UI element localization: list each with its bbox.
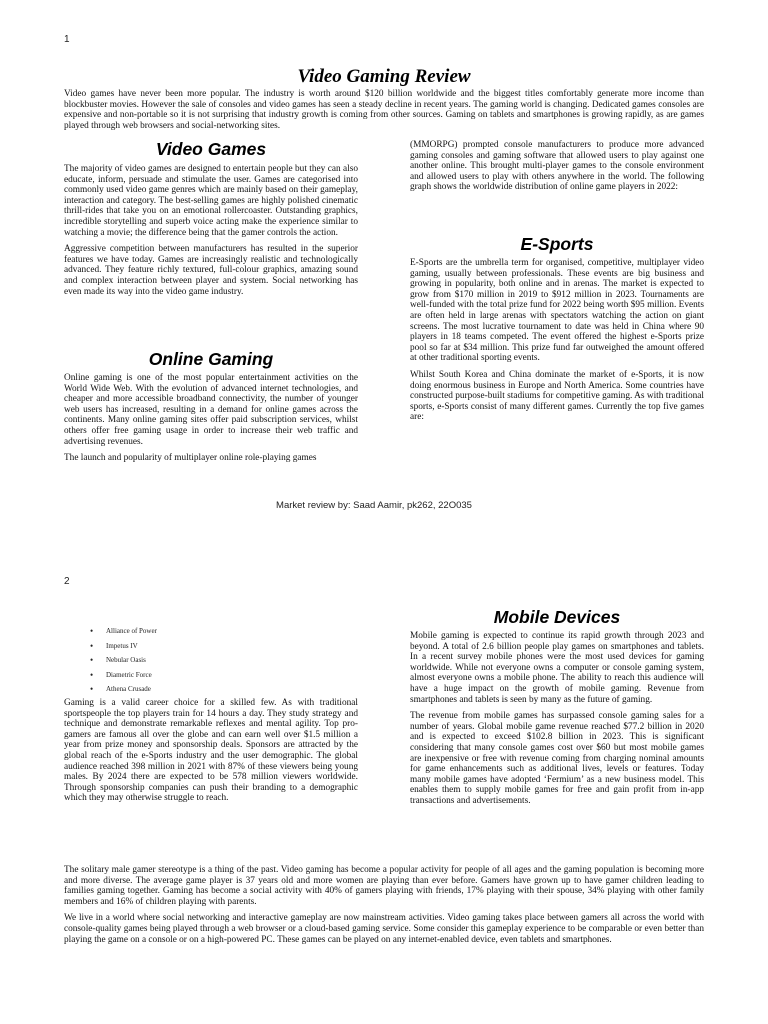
list-item: • Athena Crusade xyxy=(90,684,350,699)
page-number: 1 xyxy=(64,34,70,45)
list-item: • Diametric Force xyxy=(90,670,350,685)
online-gaming-heading: Online Gaming xyxy=(148,349,274,369)
esports-paragraph: Whilst South Korea and China dominate the market of e-Sports, it is now doing enormous business in Europe and North America. Some countries have constructed purpose-built stadiums for competitive gaming. As with traditional sports, e-Sports consist of many different games. Currently the top five games are: xyxy=(410,369,704,423)
top-games-list-wrapper xyxy=(90,626,350,699)
online-gaming-paragraph: Online gaming is one of the most popular entertainment activities on the World Wide Web. With the evolution of advanced internet technologies, and cheaper and more accessible broadband connectivity, the number of younger web users has increased, resulting in a demand for online games across the continents. Many online gaming sites offer paid subscription services, whilst others offer free gaming usage in order to increase their web traffic and advertising revenues. xyxy=(64,373,358,447)
list-item: • Impetus IV xyxy=(90,641,350,656)
list-item: • Alliance of Power xyxy=(90,626,350,641)
mobile-paragraph: Mobile gaming is expected to continue its rapid growth through 2023 and beyond. A total of 2.6 billion people play games on smartphones and tablets. In a recent survey mobile phones were the most used devices for gaming worldwide. While not everyone owns a computer or console gaming system, almost everyone owns a mobile phone. The ability to reach this audience will have a huge impact on the growth of mobile gaming. Revenue from smartphones and tablets is seen by many as the future of gaming. xyxy=(410,631,704,705)
document-title: Video Gaming Review xyxy=(297,66,471,87)
bottom-section xyxy=(64,865,704,951)
esports-heading: E-Sports xyxy=(520,234,594,254)
career-paragraph: Gaming is a valid career choice for a skilled few. As with traditional sportspeople the top players train for 14 hours a day. They study strategy and technique and demonstrate remarkable reflexes and mental agility. Top pro-gamers are famous all over the globe and can earn well over $1.5 million a year from prize money and sponsorship deals. Sponsors are attracted by the global reach of the e-Sports industry and the user demographic. The global audience reached 398 million in 2021 with 87% of these viewers being young males. By 2024 there are expected to be 578 million viewers worldwide. Through sponsorship companies can push their branding to a demographic which they may otherwise struggle to reach. xyxy=(64,698,358,804)
social-gaming-paragraph: We live in a world where social networking and interactive gameplay are now mainstream activities. Video gaming takes place between gamers all across the world with console-quality games being played through a web browser or a cloud-based gaming service. Some consider this gameplay experience to be comparable or even better than playing the game on a console or on a high-powered PC. These games can be played on any internet-enabled device, even tablets and smartphones. xyxy=(64,913,704,945)
online-gaming-section xyxy=(64,349,358,470)
intro-paragraph: Video games have never been more popular. The industry is worth around $120 billion worldwide and the biggest titles comfortably generate more income than blockbuster movies. However the sale of consoles and video games has seen a steady decline in recent years. The gaming world is changing. Dedicated games consoles are expensive and non-portable so it is not surprising that industry growth is coming from other sources. Gaming on tablets and smartphones is growing rapidly, as are games played through web browsers and social-networking sites. xyxy=(64,89,704,131)
video-games-heading: Video Games xyxy=(155,139,267,159)
mobile-paragraph: The revenue from mobile games has surpassed console gaming sales for a number of years. Global mobile game revenue reached $77.2 billion in 2020 and is expected to exceed $102.8 billion in 2023. This is significant considering that many console games cost over $60 but most mobile games are inexpensive or free with revenue coming from charging nominal amounts for game enhancements such as additional lives, levels or features. Today many mobile games have adopted ‘Fermium’ as a new business model. This enables them to supply mobile games for free and gain profit from in-app transactions and advertisements. xyxy=(410,711,704,806)
mobile-devices-section xyxy=(410,607,704,813)
video-games-paragraph: The majority of video games are designed to entertain people but they can also educate, inform, persuade and stimulate the user. Games are categorised into commonly used video game genres which are mainly based on their gameplay, interaction and category. The best-selling games are highly polished cinematic thrill-rides that take you on an emotional rollercoaster. Outstanding graphics, incredible storytelling and superb voice acting make the experience similar to watching a movie; the difference being that the gamer controls the action. xyxy=(64,164,358,238)
top-games-list xyxy=(90,626,350,699)
video-games-paragraph: Aggressive competition between manufacturers has resulted in the superior features we have today. Games are increasingly realistic and technologically advanced. They feature richly textured, full-colour graphics, amazing sound and complex interaction between player and system. Social networking has even made its way into the video game industry. xyxy=(64,244,358,297)
gamer-demographics-paragraph: The solitary male gamer stereotype is a thing of the past. Video gaming has become a popular activity for people of all ages and the gaming population is becoming more and more diverse. The average game player is 37 years old and more women are playing than ever before. Gamers have grown up to have gamer children leading to families gaming together. Gaming has become a social activity with 40% of gamers playing with friends, 17% playing with their spouse, 34% playing with other family members and 16% of children playing with parents. xyxy=(64,865,704,907)
esports-section xyxy=(410,234,704,429)
list-item: • Nebular Oasis xyxy=(90,655,350,670)
esports-paragraph: E-Sports are the umbrella term for organised, competitive, multiplayer video gaming, usually between professionals. These events are big business and growing in popularity, both online and in arenas. The market is expected to grow from $170 million in 2019 to $912 million in 2023. Tournaments are well-funded with the total prize fund for 2022 being worth $95 million. Events are often held in large arenas with spectators watching the action on giant screens. The most lucrative tournament to date was held in China where 90 players in 18 teams competed. The event offered the highest e-Sports prize pool so far at $34 million. This prize fund far outweighed the amount offered at other traditional sporting events. xyxy=(410,258,704,364)
online-gaming-paragraph: The launch and popularity of multiplayer online role-playing games xyxy=(64,453,317,464)
left-column-page1 xyxy=(64,139,358,303)
mobile-devices-heading: Mobile Devices xyxy=(493,607,621,627)
mmorpg-paragraph: (MMORPG) prompted console manufacturers to produce more advanced gaming consoles and gaming software that allowed users to play against one another online. This brought multi-player games to the console environment and allowed users to play with others anywhere in the world. The following graph shows the worldwide distribution of online game players in 2022: xyxy=(410,140,704,193)
page-number: 2 xyxy=(64,576,70,587)
page-footer: Market review by: Saad Aamir, pk262, 22O035 xyxy=(276,500,472,511)
